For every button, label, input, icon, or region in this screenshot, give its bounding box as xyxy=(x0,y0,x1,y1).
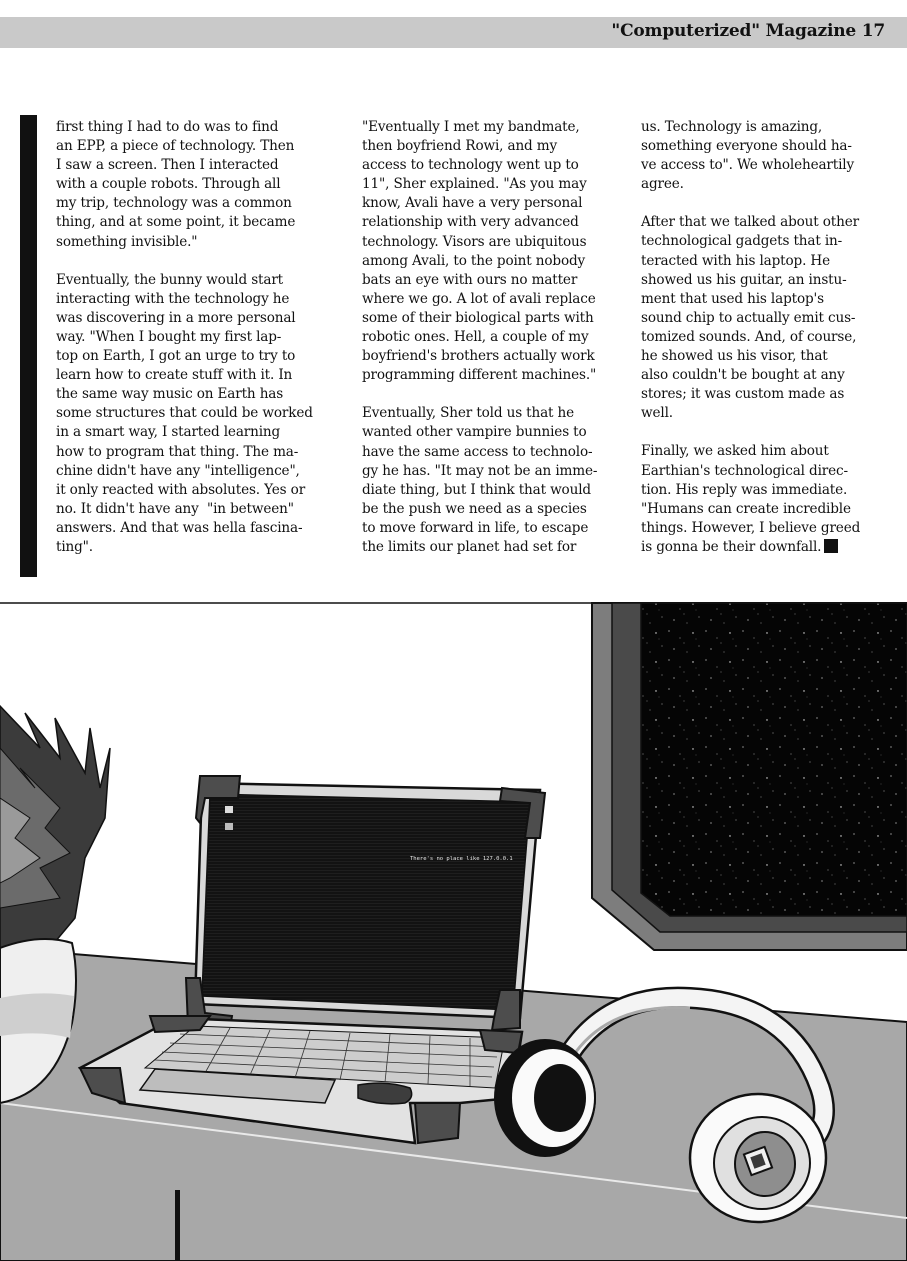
paragraph-final-text: Finally, we asked him about Earthian's technological direc- tion. His reply was immediate. "Humans can create incredible things. However, I believe greed is gonna be their downfall. xyxy=(641,443,861,555)
paragraph: "Eventually I met my bandmate, then boyfriend Rowi, and my access to technology went up to 11", Sher explained. "As you may know, Avali have a very personal relationship with very advanced technology. Visors are ubiquitous among Avali, to the point nobody bats an eye with ours no matter where we go. A lot of avali replace some of their biological parts with robotic ones. Hell, a couple of my boyfriend's brothers actually work programming different machines." xyxy=(362,119,597,384)
article-column-1 xyxy=(56,118,346,576)
paragraph: Eventually, the bunny would start interacting with the technology he was discovering in a more personal way. "When I bought my first lap- top on Earth, I got an urge to try to learn how to create stuff with it. In the same way music on Earth has some structures that could be worked in a smart way, I started learning how to program that thing. The ma- chine didn't have any "intelligence", it only reacted with absolutes. Yes or no. It didn't have any "in between" answers. And that was hella fascina- ting". xyxy=(56,271,313,555)
starry-sky xyxy=(641,603,907,916)
side-rule-bar xyxy=(20,115,37,577)
paragraph: us. Technology is amazing, something everyone should ha- ve access to". We wholeheartily agree. xyxy=(641,119,855,193)
article-column-2 xyxy=(362,118,632,576)
laptop-desk-illustration xyxy=(0,598,907,1261)
laptop-screen xyxy=(202,794,530,1010)
desktop-icon xyxy=(225,806,233,813)
article-column-3 xyxy=(641,118,906,576)
window-frame xyxy=(592,603,907,950)
end-of-article-mark xyxy=(824,539,838,553)
paragraph: After that we talked about other technological gadgets that in- teracted with his laptop. He showed us his guitar, an instu- ment that used his laptop's sound chip to actually emit cus- tomized sounds. And, of course, he showed us his visor, that also couldn't be bought at any stores; it was custom made as well. xyxy=(641,214,859,422)
paragraph: Eventually, Sher told us that he wanted other vampire bunnies to have the same access to technolo- gy he has. "It may not be an imme- diate thing, but I think that would be the push we need as a species to move forward in life, to escape the limits our planet had set for xyxy=(362,405,598,555)
paragraph: first thing I had to do was to find an EPP, a piece of technology. Then I saw a screen. Then I interacted with a couple robots. Through all my trip, technology was a common thing, and at some point, it became something invisible." xyxy=(56,119,296,250)
page-header-title: "Computerized" Magazine 17 xyxy=(611,21,885,41)
desk-cable xyxy=(175,1190,180,1261)
screen-terminal-text: There's no place like 127.0.0.1 xyxy=(410,856,513,862)
desktop-icon xyxy=(225,823,233,830)
paragraph-final xyxy=(641,442,906,557)
